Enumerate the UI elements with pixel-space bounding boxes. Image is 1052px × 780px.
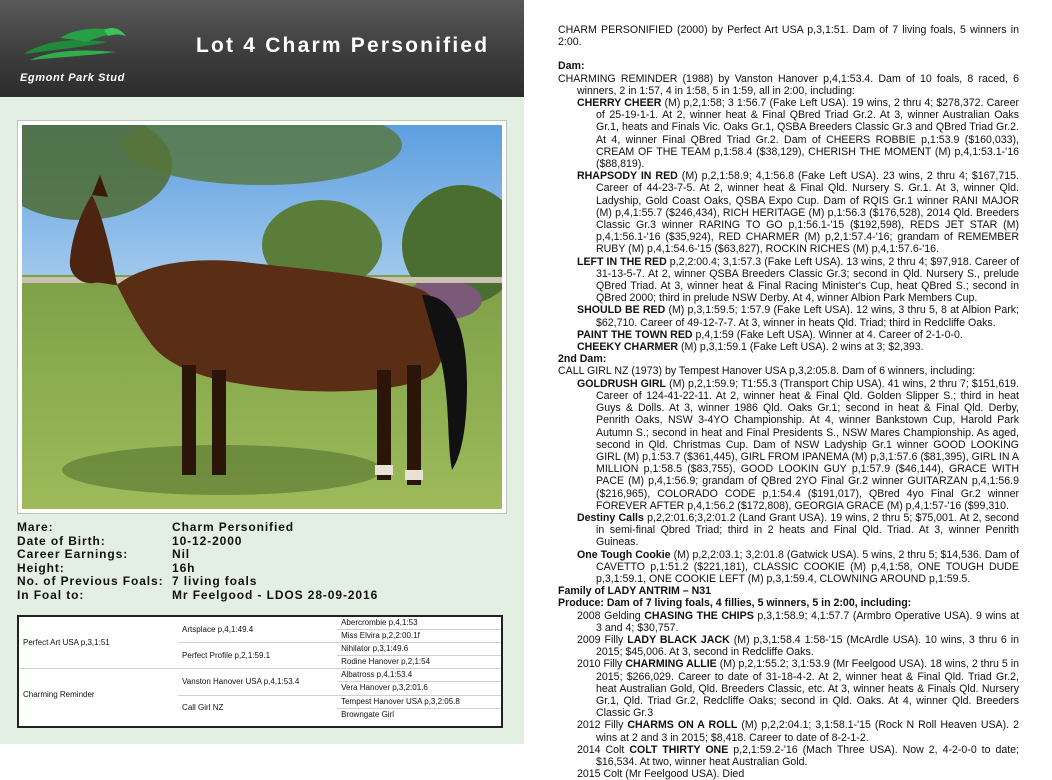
pedigree-cell: Vanston Hanover USA p,4,1:53.4 [178, 669, 337, 695]
pedigree-cell: Abercrombie p,4,1:53 [337, 617, 501, 630]
horse-name: COLT THIRTY ONE [629, 743, 729, 756]
produce-lead: 2014 Colt [577, 743, 630, 756]
horse-name: CHASING THE CHIPS [644, 609, 754, 622]
family-heading: Family of LADY ANTRIM – N31 [558, 585, 712, 598]
horse-name: CHARMS ON A ROLL [627, 719, 738, 732]
pedigree-cell: Albatross p,4,1:53.4 [337, 669, 501, 682]
second-dam-foals-list [558, 378, 1019, 585]
pedigree-cell: Call Girl NZ [182, 703, 224, 713]
catalogue-text [558, 24, 1019, 780]
list-item [558, 341, 1019, 353]
produce-lead: 2008 Gelding [577, 609, 645, 622]
list-item [558, 768, 1019, 780]
horse-name: GOLDRUSH GIRL [577, 377, 666, 390]
horse-record: (M) p,3,1:59.1 (Fake Left USA). 2 wins at 3; $2,393. [678, 341, 924, 354]
list-item [558, 634, 1019, 658]
produce-lead: 2015 Colt (Mr Feelgood USA). Died [577, 768, 745, 780]
horse-name: PAINT THE TOWN RED [577, 328, 693, 341]
list-item [558, 744, 1019, 768]
pedigree-cell: Miss Elvira p,2,2:00.1f [337, 630, 501, 643]
dam-foals-list [558, 97, 1019, 353]
horse-name: Destiny Calls [577, 511, 644, 524]
pedigree-cell: Nihilator p,3,1:49.6 [337, 643, 501, 656]
produce-list [558, 610, 1019, 780]
produce-lead: 2012 Filly [577, 719, 628, 732]
pedigree-cell: Rodine Hanover p,2,1:54 [337, 656, 501, 669]
left-panel: Egmont Park Stud Lot 4 Charm Personified Mare: Charm Personified Date of Birth: 10-12-2000 Career Earnings: Nil Height: 16h No. of Previous Foals: 7 living foals In Foal to: Mr Feelgood - LDOS 28-09-2016 Perfect Art USA p,3,1:51 Artsplace p,4,1:49.4 Abercrombie p,4,1:53 Miss Elvira p,2,2:00.1f Perfect Profile p,2,1:59.1 Nihilator p,3,1:49.6 Rodine Hanover p,2,1:54 Charming Reminder Vanston Hanover USA p,4,1:53.4 Albatross p,4,1:53.4 Vera Hanover p,3,2:01.6 Call Girl NZ Tempest Hanover USA p,3,2:05.8 Browngate Girl [0, 0, 524, 744]
photo-frame [17, 120, 507, 514]
pedigree-cell: Vera Hanover p,3,2:01.6 [337, 682, 501, 695]
list-item [558, 97, 1019, 170]
list-item [558, 378, 1019, 512]
horse-record: (M) p,3,1:59.5; 1:57.9 (Fake Left USA). 12 wins, 3 thru 5, 8 at Albion Park; $62,710. Career of 49-12-7-7. At 3, winner in heats Qld. Triad; third in Redcliffe Oaks. [596, 304, 1019, 329]
pedigree-cell: Perfect Profile p,2,1:59.1 [178, 643, 337, 669]
horse-record: p,2,1:59.2-'16 (Mach Three USA). Now 2, 4-2-0-0 to date; $16,534. At two, winner heat Australian Gold. [596, 743, 1020, 768]
list-item [558, 170, 1019, 255]
dam-heading: Dam: [558, 60, 585, 73]
horse-name: RHAPSODY IN RED [577, 170, 678, 183]
horse-record: (M) p,2,1:59.9; T1:55.3 (Transport Chip USA). 41 wins, 2 thru 7; $151,619. Career of 124-41-22-11. At 2, winner heat & Final Qld. Golden Slipper S.; third in heat Guys & Dolls. At 3, winner 1986 Qld. Oaks Gr.1; second in heat & Final Qld. Derby, Penrith Oaks, NSW 3-4YO Championship. At 4, winner Bankstown Cup, Harold Park Autumn S.; second in heat and Final Presidents S., NSW Mares Championship. As aged, second in Qld. Christmas Cup. Dam of NSW Ladyship Gr.1 winner GOOD LOOKING GIRL (M) p,1:53.7 ($361,445), GIRL FROM IPANEMA (M) p,3,1:57.6 ($81,395), GIRL IN A MILLION p,1:58.5 ($83,755), GOOD LOOKIN GUY p,1:57.9 ($46,144), GRACE WITH PACE (M) p,4,1:56.9; grandam of QBred 2YO Final Gr.2 winner GUITARZAN p,4,1:56.9 ($216,965), COLORADO CODE p,1:54.4 ($191,017), QBred 4yo Final Gr.2 winner FOREVER AFTER p,4,1:56.2 ($172,808), GEORGIA GRACE (M) p,4,1:57-'16 ($99,310. [596, 377, 1019, 512]
horse-name: LADY BLACK JACK [627, 633, 730, 646]
horse-record: (M) p,2,1:58; 3 1:56.7 (Fake Left USA). 19 wins, 2 thru 4; $278,372. Career of 25-19-1-1. At 2, winner heat & Final QBred Triad Gr.2. At 3, winner Australian Oaks Gr.1, heats and Finals Vic. Oaks Gr.1, QSBA Breeders Classic Gr.3 and QBred Triad Gr.2. At 4, winner Final QBred Triad Gr.2. Dam of CHEERS ROBBIE p,1:53.9 ($160,033), CREAM OF THE TEAM p,1:58.4 ($38,129), CHERISH THE MOMENT (M) p,4,1:53.1-'16 ($88,819). [596, 97, 1019, 171]
horse-record: p,3,1:58.9; 4,1:57.7 (Armbro Operative USA). 9 wins at 3 and 4; $30,757. [596, 609, 1019, 634]
horse-record: (M) p,2,2:03.1; 3,2:01.8 (Gatwick USA). 5 wins, 2 thru 5; $14,536. Dam of CAVETTO p,1:51.2 ($221,181), CLASSIC COOKIE (M) p,4,1:58, ONE TOUGH DUDE p,3,1:59.1, ONE COOKIE LEFT (M) p,3,1:59.4, CLOWNING AROUND p,1:59.5. [596, 548, 1019, 585]
list-item [558, 719, 1019, 743]
dam-text: CHARMING REMINDER (1988) by Vanston Hanover p,4,1:53.4. Dam of 10 foals, 8 raced, 6 winners, 2 in 1:57, 4 in 1:58, 5 in 1:59, all in 2:00, including: [558, 72, 1019, 97]
second-dam-heading: 2nd Dam: [558, 353, 607, 366]
horse-name: LEFT IN THE RED [577, 255, 667, 268]
pedigree-table [17, 615, 503, 728]
list-item [558, 304, 1019, 328]
horse-name: One Tough Cookie [577, 548, 671, 561]
list-item [558, 256, 1019, 305]
horse-logo-icon [20, 24, 130, 68]
produce-lead: 2009 Filly [577, 633, 628, 646]
horse-name: CHEEKY CHARMER [577, 341, 679, 354]
horse-name: CHARMING ALLIE [625, 658, 717, 671]
horse-name: SHOULD BE RED [577, 304, 666, 317]
horse-record: p,2,2:00.4; 3,1:57.3 (Fake Left USA). 13 wins, 2 thru 4; $97,918. Career of 31-13-5-7. At 2, winner QSBA Breeders Classic Gr.3; second in Qld. Nursery S., prelude QBred Triad. At 3, winner heat & Final Racing Minister's Cup, heat QBred S.; second in QBred 2000; third in prelude NSW Derby. At 4, winner Albion Park Members Cup. [596, 255, 1019, 305]
pedigree-cell: Browngate Girl [341, 709, 395, 719]
list-item [558, 658, 1019, 719]
produce-lead: 2010 Filly [577, 658, 626, 671]
brand-name: Egmont Park Stud [20, 72, 125, 84]
list-item [558, 512, 1019, 549]
lot-title: Lot 4 Charm Personified [196, 34, 490, 57]
horse-photo [22, 125, 502, 509]
horse-record: (M) p,2,2:04.1; 3,1:58.1-'15 (Rock N Roll Heaven USA). 2 wins at 2 and 3 in 2015; $8,418. Career to date of 8-2-1-2. [596, 719, 1019, 744]
list-item [558, 549, 1019, 586]
pedigree-sire: Perfect Art USA p,3,1:51 [19, 617, 178, 669]
produce-heading: Produce: Dam of 7 living foals, 4 fillies, 5 winners, 5 in 2:00, including: [558, 597, 912, 610]
second-dam-text: CALL GIRL NZ (1973) by Tempest Hanover USA p,3,2:05.8. Dam of 6 winners, including: [558, 365, 976, 378]
horse-record: (M) p,3,1:58.4 1:58-'15 (McArdle USA). 10 wins, 3 thru 6 in 2015; $45,006. At 3, second in Redcliffe Oaks. [596, 633, 1019, 659]
pedigree-dam: Charming Reminder [23, 690, 95, 700]
pedigree-cell: Tempest Hanover USA p,3,2:05.8 [337, 695, 501, 708]
horse-record: (M) p,2,1:55.2; 3,1:53.9 (Mr Feelgood USA). 18 wins, 2 thru 5 in 2015; $266,029. Career to date of 31-18-4-2. At 2, winner heat & Final Qld. Triad Gr.2, heat Australian Gold, Qld. Breeders Classic, etc. At 3, winner heats & Finals Qld. Nursery Gr.1, Qld. Triad Gr.2, Redcliffe Oaks; second in Qld. Oaks. At 4, winner Qld. Breeders Classic Gr.3 [596, 658, 1019, 720]
list-item [558, 610, 1019, 634]
list-item [558, 329, 1019, 341]
horse-name: CHERRY CHEER [577, 97, 662, 110]
horse-record: p,2,2:01.6;3,2:01.2 (Land Grant USA). 19 wins, 2 thru 5; $75,001. At 2, second in semi-final Qbred Triad; third in 2 heats and Final Qld. Triad. At 3, winner Penrith Guineas. [596, 511, 1019, 549]
intro-line: CHARM PERSONIFIED (2000) by Perfect Art USA p,3,1:51. Dam of 7 living foals, 5 winners in 2:00. [558, 24, 1019, 49]
horse-record: p,4,1:59 (Fake Left USA). Winner at 4. Career of 2-1-0-0. [692, 328, 963, 341]
pedigree-cell: Artsplace p,4,1:49.4 [178, 617, 337, 643]
horse-record: (M) p,2,1:58.9; 4,1:56.8 (Fake Left USA). 23 wins, 2 thru 4; $167,715. Career of 44-23-7-5. At 2, winner heat & Final Qld. Nursery S. Gr.1. At 3, winner Qld. Ladyship, Gold Coast Oaks, QSBA Expo Cup. Dam of RQIS Gr.1 winner RANI MAJOR (M) p,4,1:55.7 ($246,434), RICH HERITAGE (M) p,1:56.3 ($176,528), 2014 Qld. Breeders Classic Gr.3 winner RARING TO GO p,1:56.1-'15 ($192,598), REDS JET STAR (M) p,4,1:56.1-'16 ($35,924), RED CHARMER (M) p,2,1:57.4-'16; grandam of REMEMBER RUBY (M) p,4,1:54.6-'15 ($63,827), ROCKIN RICHES (M) p,4,1:57.6-'16. [596, 170, 1019, 256]
header-banner [0, 0, 524, 97]
